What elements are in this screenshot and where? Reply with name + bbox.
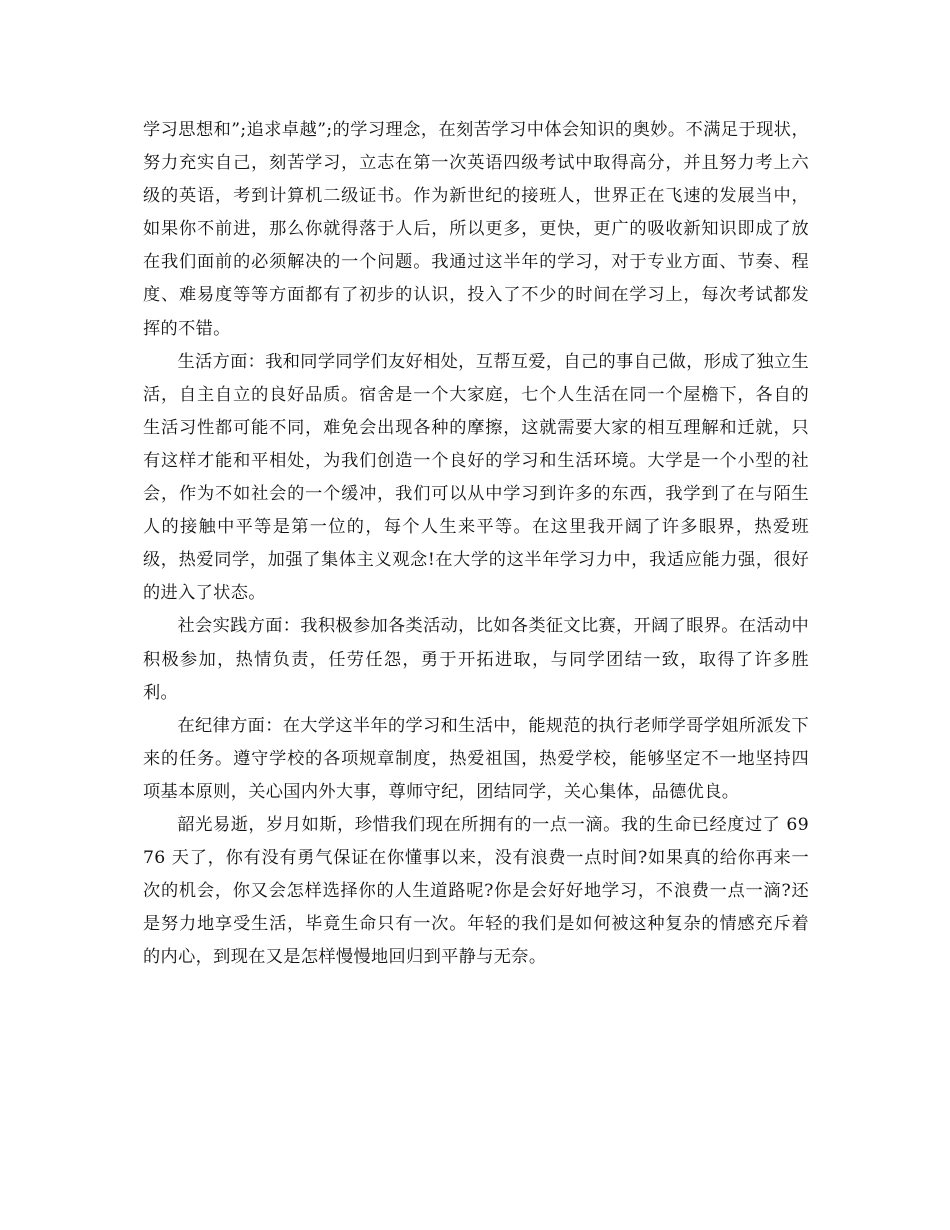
paragraph-study: 学习思想和”;追求卓越”;的学习理念，在刻苦学习中体会知识的奥妙。不满足于现状，努力充实自己，刻苦学习，立志在第一次英语四级考试中取得高分，并且努力考上六级的英语，考到计算机二级证书。作为新世纪的接班人，世界正在飞速的发展当中，如果你不前进，那么你就得落于人后，所以更多，更快，更广的吸收新知识即成了放在我们面前的必须解决的一个问题。我通过这半年的学习，对于专业方面、节奏、程度、难易度等等方面都有了初步的认识，投入了不少的时间在学习上，每次考试都发挥的不错。 — [143, 120, 809, 339]
paragraph-reflection: 韶光易逝，岁月如斯，珍惜我们现在所拥有的一点一滴。我的生命已经度过了 6976 天了，你有没有勇气保证在你懂事以来，没有浪费一点时间?如果真的给你再来一次的机会，你又会怎样选择你的人生道路呢?你是会好好地学习，不浪费一点一滴?还是努力地享受生活，毕竟生命只有一次。年轻的我们是如何被这种复杂的情感充斥着的内心，到现在又是怎样慢慢地回归到平静与无奈。 — [143, 814, 809, 968]
document-body — [143, 114, 809, 974]
paragraph-life: 生活方面：我和同学同学们友好相处，互帮互爱，自己的事自己做，形成了独立生活，自主自立的良好品质。宿舍是一个大家庭，七个人生活在同一个屋檐下，各自的生活习性都可能不同，难免会出现各种的摩擦，这就需要大家的相互理解和迁就，只有这样才能和平相处，为我们创造一个良好的学习和生活环境。大学是一个小型的社会，作为不如社会的一个缓冲，我们可以从中学习到许多的东西，我学到了在与陌生人的接触中平等是第一位的，每个人生来平等。在这里我开阔了许多眼界，热爱班级，热爱同学，加强了集体主义观念!在大学的这半年学习力中，我适应能力强，很好的进入了状态。 — [143, 351, 809, 604]
paragraph-social-practice: 社会实践方面：我积极参加各类活动，比如各类征文比赛，开阔了眼界。在活动中积极参加，热情负责，任劳任怨，勇于开拓进取，与同学团结一致，取得了许多胜利。 — [143, 616, 809, 703]
paragraph-discipline: 在纪律方面：在大学这半年的学习和生活中，能规范的执行老师学哥学姐所派发下来的任务。遵守学校的各项规章制度，热爱祖国，热爱学校，能够坚定不一地坚持四项基本原则，关心国内外大事，尊师守纪，团结同学，关心集体，品德优良。 — [143, 715, 809, 802]
